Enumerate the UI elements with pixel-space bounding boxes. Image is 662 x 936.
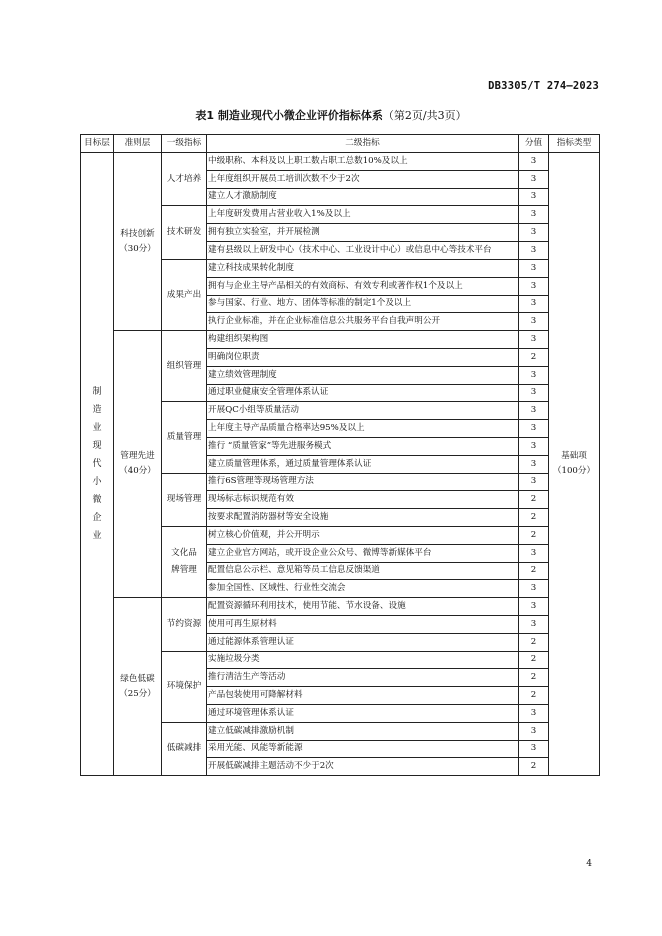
evaluation-index-table bbox=[80, 134, 600, 776]
criterion-cell bbox=[114, 153, 162, 331]
criterion-score: （30分） bbox=[119, 243, 156, 254]
score-cell: 2 bbox=[519, 562, 549, 580]
score-cell: 3 bbox=[519, 366, 549, 384]
level1-cell: 成果产出 bbox=[162, 259, 207, 330]
score-cell: 3 bbox=[519, 402, 549, 420]
criterion-name: 管理先进 bbox=[120, 451, 155, 462]
score-cell: 2 bbox=[519, 687, 549, 705]
score-cell: 3 bbox=[519, 704, 549, 722]
score-cell: 3 bbox=[519, 615, 549, 633]
target-layer-cell bbox=[81, 153, 114, 776]
level2-item: 拥有独立实验室，并开展检测 bbox=[207, 224, 519, 242]
table-row bbox=[81, 598, 600, 616]
level2-item: 产品包装使用可降解材料 bbox=[207, 687, 519, 705]
level2-item: 建立企业官方网站，或开设企业公众号、微博等新媒体平台 bbox=[207, 544, 519, 562]
score-cell: 3 bbox=[519, 420, 549, 438]
score-cell: 3 bbox=[519, 740, 549, 758]
score-cell: 3 bbox=[519, 206, 549, 224]
level2-item: 通过环境管理体系认证 bbox=[207, 704, 519, 722]
target-layer-label: 制造业现代小微企业 bbox=[92, 387, 102, 542]
score-cell: 3 bbox=[519, 277, 549, 295]
header-score: 分值 bbox=[519, 135, 549, 153]
level2-item: 推行 “质量管家”等先进服务模式 bbox=[207, 437, 519, 455]
level2-item: 通过能源体系管理认证 bbox=[207, 633, 519, 651]
level2-item: 实施垃圾分类 bbox=[207, 651, 519, 669]
score-cell: 2 bbox=[519, 651, 549, 669]
criterion-name: 绿色低碳 bbox=[120, 673, 155, 684]
level2-item: 上年度研发费用占营业收入1%及以上 bbox=[207, 206, 519, 224]
score-cell: 3 bbox=[519, 241, 549, 259]
level2-item: 树立核心价值观，并公开明示 bbox=[207, 526, 519, 544]
level1-cell: 文化品牌管理 bbox=[162, 526, 207, 597]
level2-item: 通过职业健康安全管理体系认证 bbox=[207, 384, 519, 402]
level2-item: 配置资源循环利用技术，使用节能、节水设备、设施 bbox=[207, 598, 519, 616]
criterion-score: （40分） bbox=[119, 466, 156, 477]
header-criterion: 准则层 bbox=[114, 135, 162, 153]
table-row bbox=[81, 153, 600, 171]
score-cell: 3 bbox=[519, 455, 549, 473]
level2-item: 参与国家、行业、地方、团体等标准的制定1个及以上 bbox=[207, 295, 519, 313]
level2-item: 建立人才激励制度 bbox=[207, 188, 519, 206]
table-page-info: （第2页/共3页） bbox=[382, 109, 467, 122]
level1-cell: 现场管理 bbox=[162, 473, 207, 526]
score-cell: 3 bbox=[519, 598, 549, 616]
header-level2: 二级指标 bbox=[207, 135, 519, 153]
level2-item: 上年度主导产品质量合格率达95%及以上 bbox=[207, 420, 519, 438]
level2-item: 使用可再生原材料 bbox=[207, 615, 519, 633]
criterion-cell bbox=[114, 331, 162, 598]
level1-cell: 节约资源 bbox=[162, 598, 207, 651]
header-type: 指标类型 bbox=[549, 135, 600, 153]
score-cell: 2 bbox=[519, 633, 549, 651]
level2-item: 中级职称、本科及以上职工数占职工总数10%及以上 bbox=[207, 153, 519, 171]
level2-item: 建立质量管理体系，通过质量管理体系认证 bbox=[207, 455, 519, 473]
level2-item: 执行企业标准，并在企业标准信息公共服务平台自我声明公开 bbox=[207, 313, 519, 331]
level2-item: 推行6S管理等现场管理方法 bbox=[207, 473, 519, 491]
level2-item: 建立科技成果转化制度 bbox=[207, 259, 519, 277]
score-cell: 2 bbox=[519, 348, 549, 366]
table-row bbox=[81, 331, 600, 349]
score-cell: 3 bbox=[519, 580, 549, 598]
criterion-name: 科技创新 bbox=[120, 228, 155, 239]
level2-item: 推行清洁生产等活动 bbox=[207, 669, 519, 687]
header-level1: 一级指标 bbox=[162, 135, 207, 153]
score-cell: 2 bbox=[519, 758, 549, 776]
score-cell: 3 bbox=[519, 313, 549, 331]
score-cell: 3 bbox=[519, 259, 549, 277]
level2-item: 建立低碳减排激励机制 bbox=[207, 722, 519, 740]
score-cell: 3 bbox=[519, 170, 549, 188]
score-cell: 3 bbox=[519, 722, 549, 740]
score-cell: 3 bbox=[519, 473, 549, 491]
score-cell: 3 bbox=[519, 188, 549, 206]
level2-item: 拥有与企业主导产品相关的有效商标、有效专利或著作权1个及以上 bbox=[207, 277, 519, 295]
level1-cell: 质量管理 bbox=[162, 402, 207, 473]
level2-item: 配置信息公示栏、意见箱等员工信息反馈渠道 bbox=[207, 562, 519, 580]
level2-item: 现场标志标识规范有效 bbox=[207, 491, 519, 509]
level2-item: 参加全国性、区域性、行业性交流会 bbox=[207, 580, 519, 598]
header-target: 目标层 bbox=[81, 135, 114, 153]
level1-cell: 技术研发 bbox=[162, 206, 207, 260]
level2-item: 建有县级以上研发中心（技术中心、工业设计中心）或信息中心等技术平台 bbox=[207, 241, 519, 259]
level2-item: 建立绩效管理制度 bbox=[207, 366, 519, 384]
level2-item: 明确岗位职责 bbox=[207, 348, 519, 366]
type-cell bbox=[549, 153, 600, 776]
level2-item: 构建组织架构图 bbox=[207, 331, 519, 349]
type-name: 基础项 bbox=[561, 451, 587, 462]
level1-cell: 环境保护 bbox=[162, 651, 207, 722]
score-cell: 2 bbox=[519, 669, 549, 687]
score-cell: 3 bbox=[519, 331, 549, 349]
score-cell: 3 bbox=[519, 295, 549, 313]
score-cell: 2 bbox=[519, 526, 549, 544]
score-cell: 3 bbox=[519, 153, 549, 171]
score-cell: 2 bbox=[519, 509, 549, 527]
level1-cell: 低碳减排 bbox=[162, 722, 207, 775]
table-header-row bbox=[81, 135, 600, 153]
level2-item: 开展QC小组等质量活动 bbox=[207, 402, 519, 420]
level2-item: 按要求配置消防器材等安全设施 bbox=[207, 509, 519, 527]
score-cell: 3 bbox=[519, 437, 549, 455]
type-total: （100分） bbox=[552, 466, 596, 477]
score-cell: 3 bbox=[519, 224, 549, 242]
table-caption bbox=[0, 107, 662, 123]
level1-cell: 组织管理 bbox=[162, 331, 207, 402]
level2-item: 采用光能、风能等新能源 bbox=[207, 740, 519, 758]
score-cell: 3 bbox=[519, 544, 549, 562]
criterion-cell bbox=[114, 598, 162, 776]
table-title: 表1 制造业现代小微企业评价指标体系 bbox=[195, 109, 383, 122]
score-cell: 2 bbox=[519, 491, 549, 509]
page-number: 4 bbox=[586, 859, 592, 869]
document-number: DB3305/T 274—2023 bbox=[488, 80, 599, 92]
criterion-score: （25分） bbox=[119, 688, 156, 699]
score-cell: 3 bbox=[519, 384, 549, 402]
level2-item: 上年度组织开展员工培训次数不少于2次 bbox=[207, 170, 519, 188]
level1-cell: 人才培养 bbox=[162, 153, 207, 206]
level2-item: 开展低碳减排主题活动不少于2次 bbox=[207, 758, 519, 776]
